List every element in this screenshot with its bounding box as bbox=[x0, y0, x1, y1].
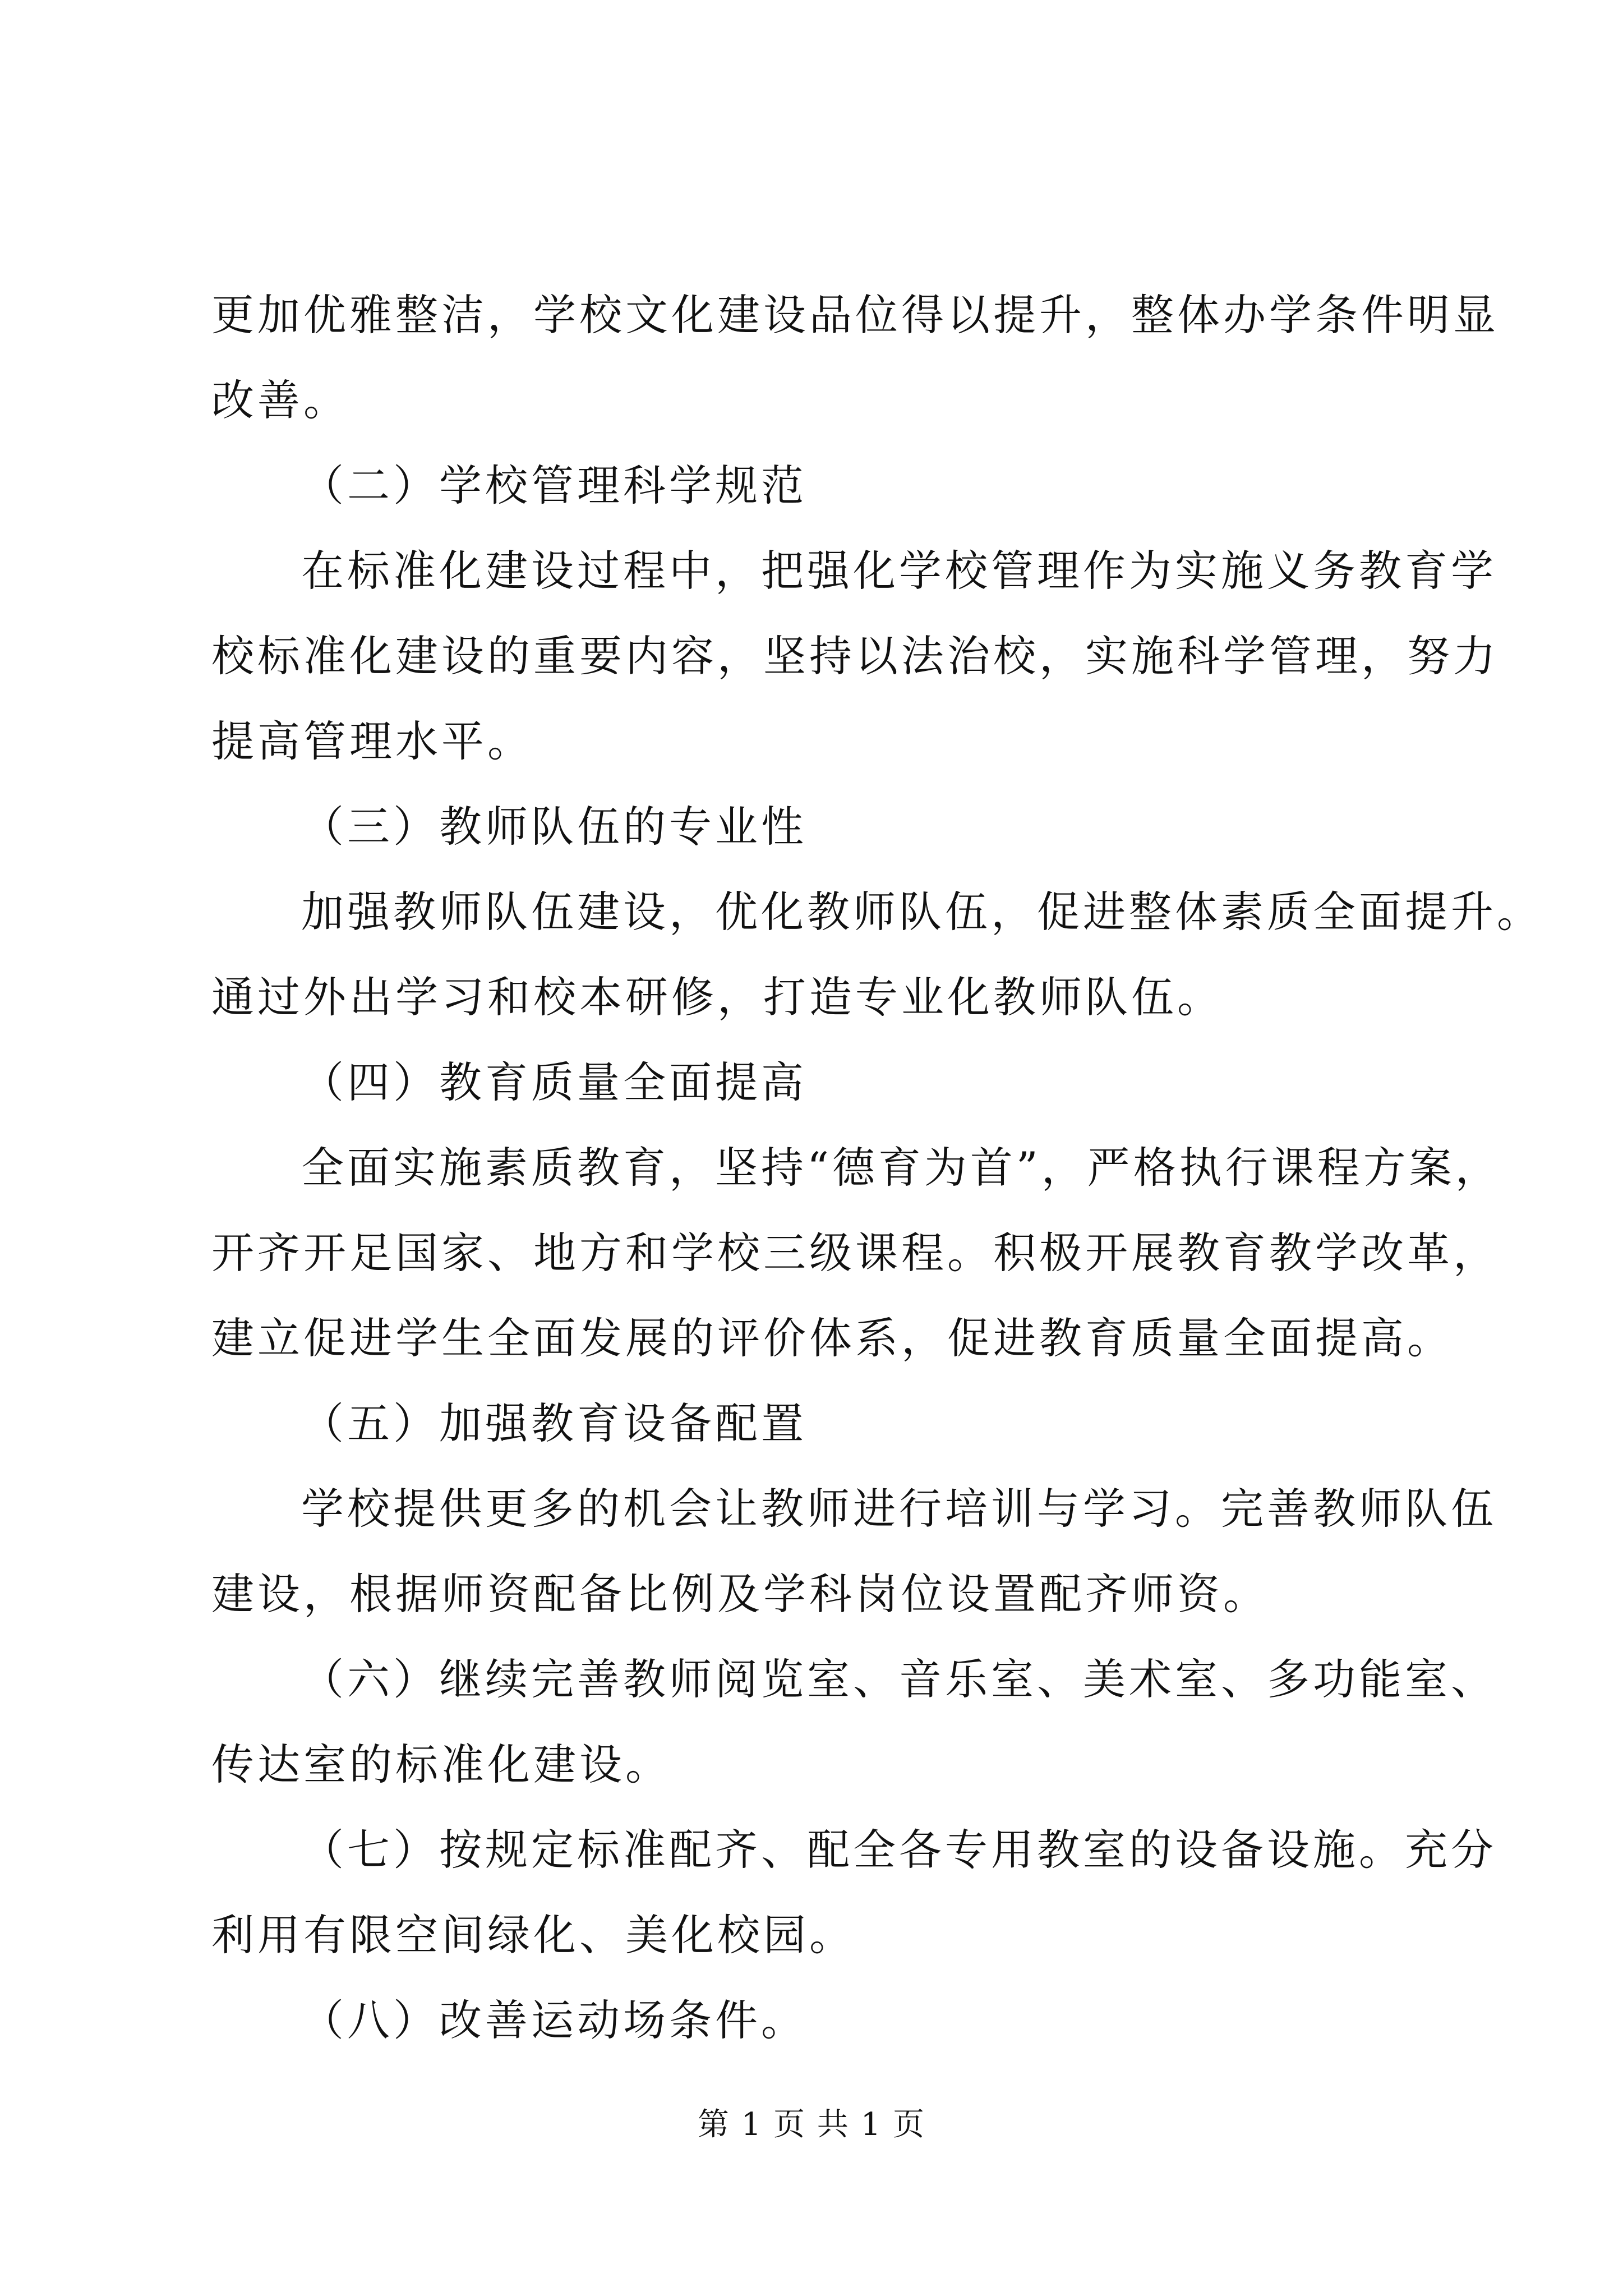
paragraph-line: 提高管理水平。 bbox=[211, 716, 533, 766]
section-heading: （六）继续完善教师阅览室、音乐室、美术室、多功能室、 bbox=[301, 1654, 1497, 1704]
paragraph-line: 全面实施素质教育，坚持“德育为首”，严格执行课程方案， bbox=[301, 1143, 1501, 1193]
paragraph-line: 建立促进学生全面发展的评价体系，促进教育质量全面提高。 bbox=[211, 1313, 1453, 1363]
paragraph-line: 学校提供更多的机会让教师进行培训与学习。完善教师队伍 bbox=[301, 1484, 1497, 1534]
paragraph-line: 利用有限空间绿化、美化校园。 bbox=[211, 1910, 855, 1960]
section-heading: （五）加强教育设备配置 bbox=[301, 1398, 807, 1448]
paragraph-line: 通过外出学习和校本研修，打造专业化教师队伍。 bbox=[211, 972, 1223, 1022]
paragraph-line: 加强教师队伍建设，优化教师队伍，促进整体素质全面提升。 bbox=[301, 887, 1543, 937]
paragraph-line: 改善。 bbox=[211, 375, 349, 425]
section-heading: （三）教师队伍的专业性 bbox=[301, 802, 807, 852]
page-number-footer: 第 1 页 共 1 页 bbox=[697, 2106, 926, 2143]
document-body bbox=[211, 287, 1543, 2078]
section-heading: （八）改善运动场条件。 bbox=[301, 1995, 807, 2045]
section-heading: （二）学校管理科学规范 bbox=[301, 461, 807, 510]
paragraph-line: 开齐开足国家、地方和学校三级课程。积极开展教育教学改革， bbox=[211, 1228, 1499, 1278]
paragraph-line: 建设，根据师资配备比例及学科岗位设置配齐师资。 bbox=[211, 1569, 1269, 1619]
paragraph-line: 传达室的标准化建设。 bbox=[211, 1740, 671, 1789]
paragraph-line: 在标准化建设过程中，把强化学校管理作为实施义务教育学 bbox=[301, 546, 1497, 596]
paragraph-line: 校标准化建设的重要内容，坚持以法治校，实施科学管理，努力 bbox=[211, 631, 1499, 681]
section-heading: （七）按规定标准配齐、配全各专用教室的设备设施。充分 bbox=[301, 1825, 1497, 1875]
section-heading: （四）教育质量全面提高 bbox=[301, 1057, 807, 1107]
paragraph-line: 更加优雅整洁，学校文化建设品位得以提升，整体办学条件明显 bbox=[211, 290, 1499, 340]
